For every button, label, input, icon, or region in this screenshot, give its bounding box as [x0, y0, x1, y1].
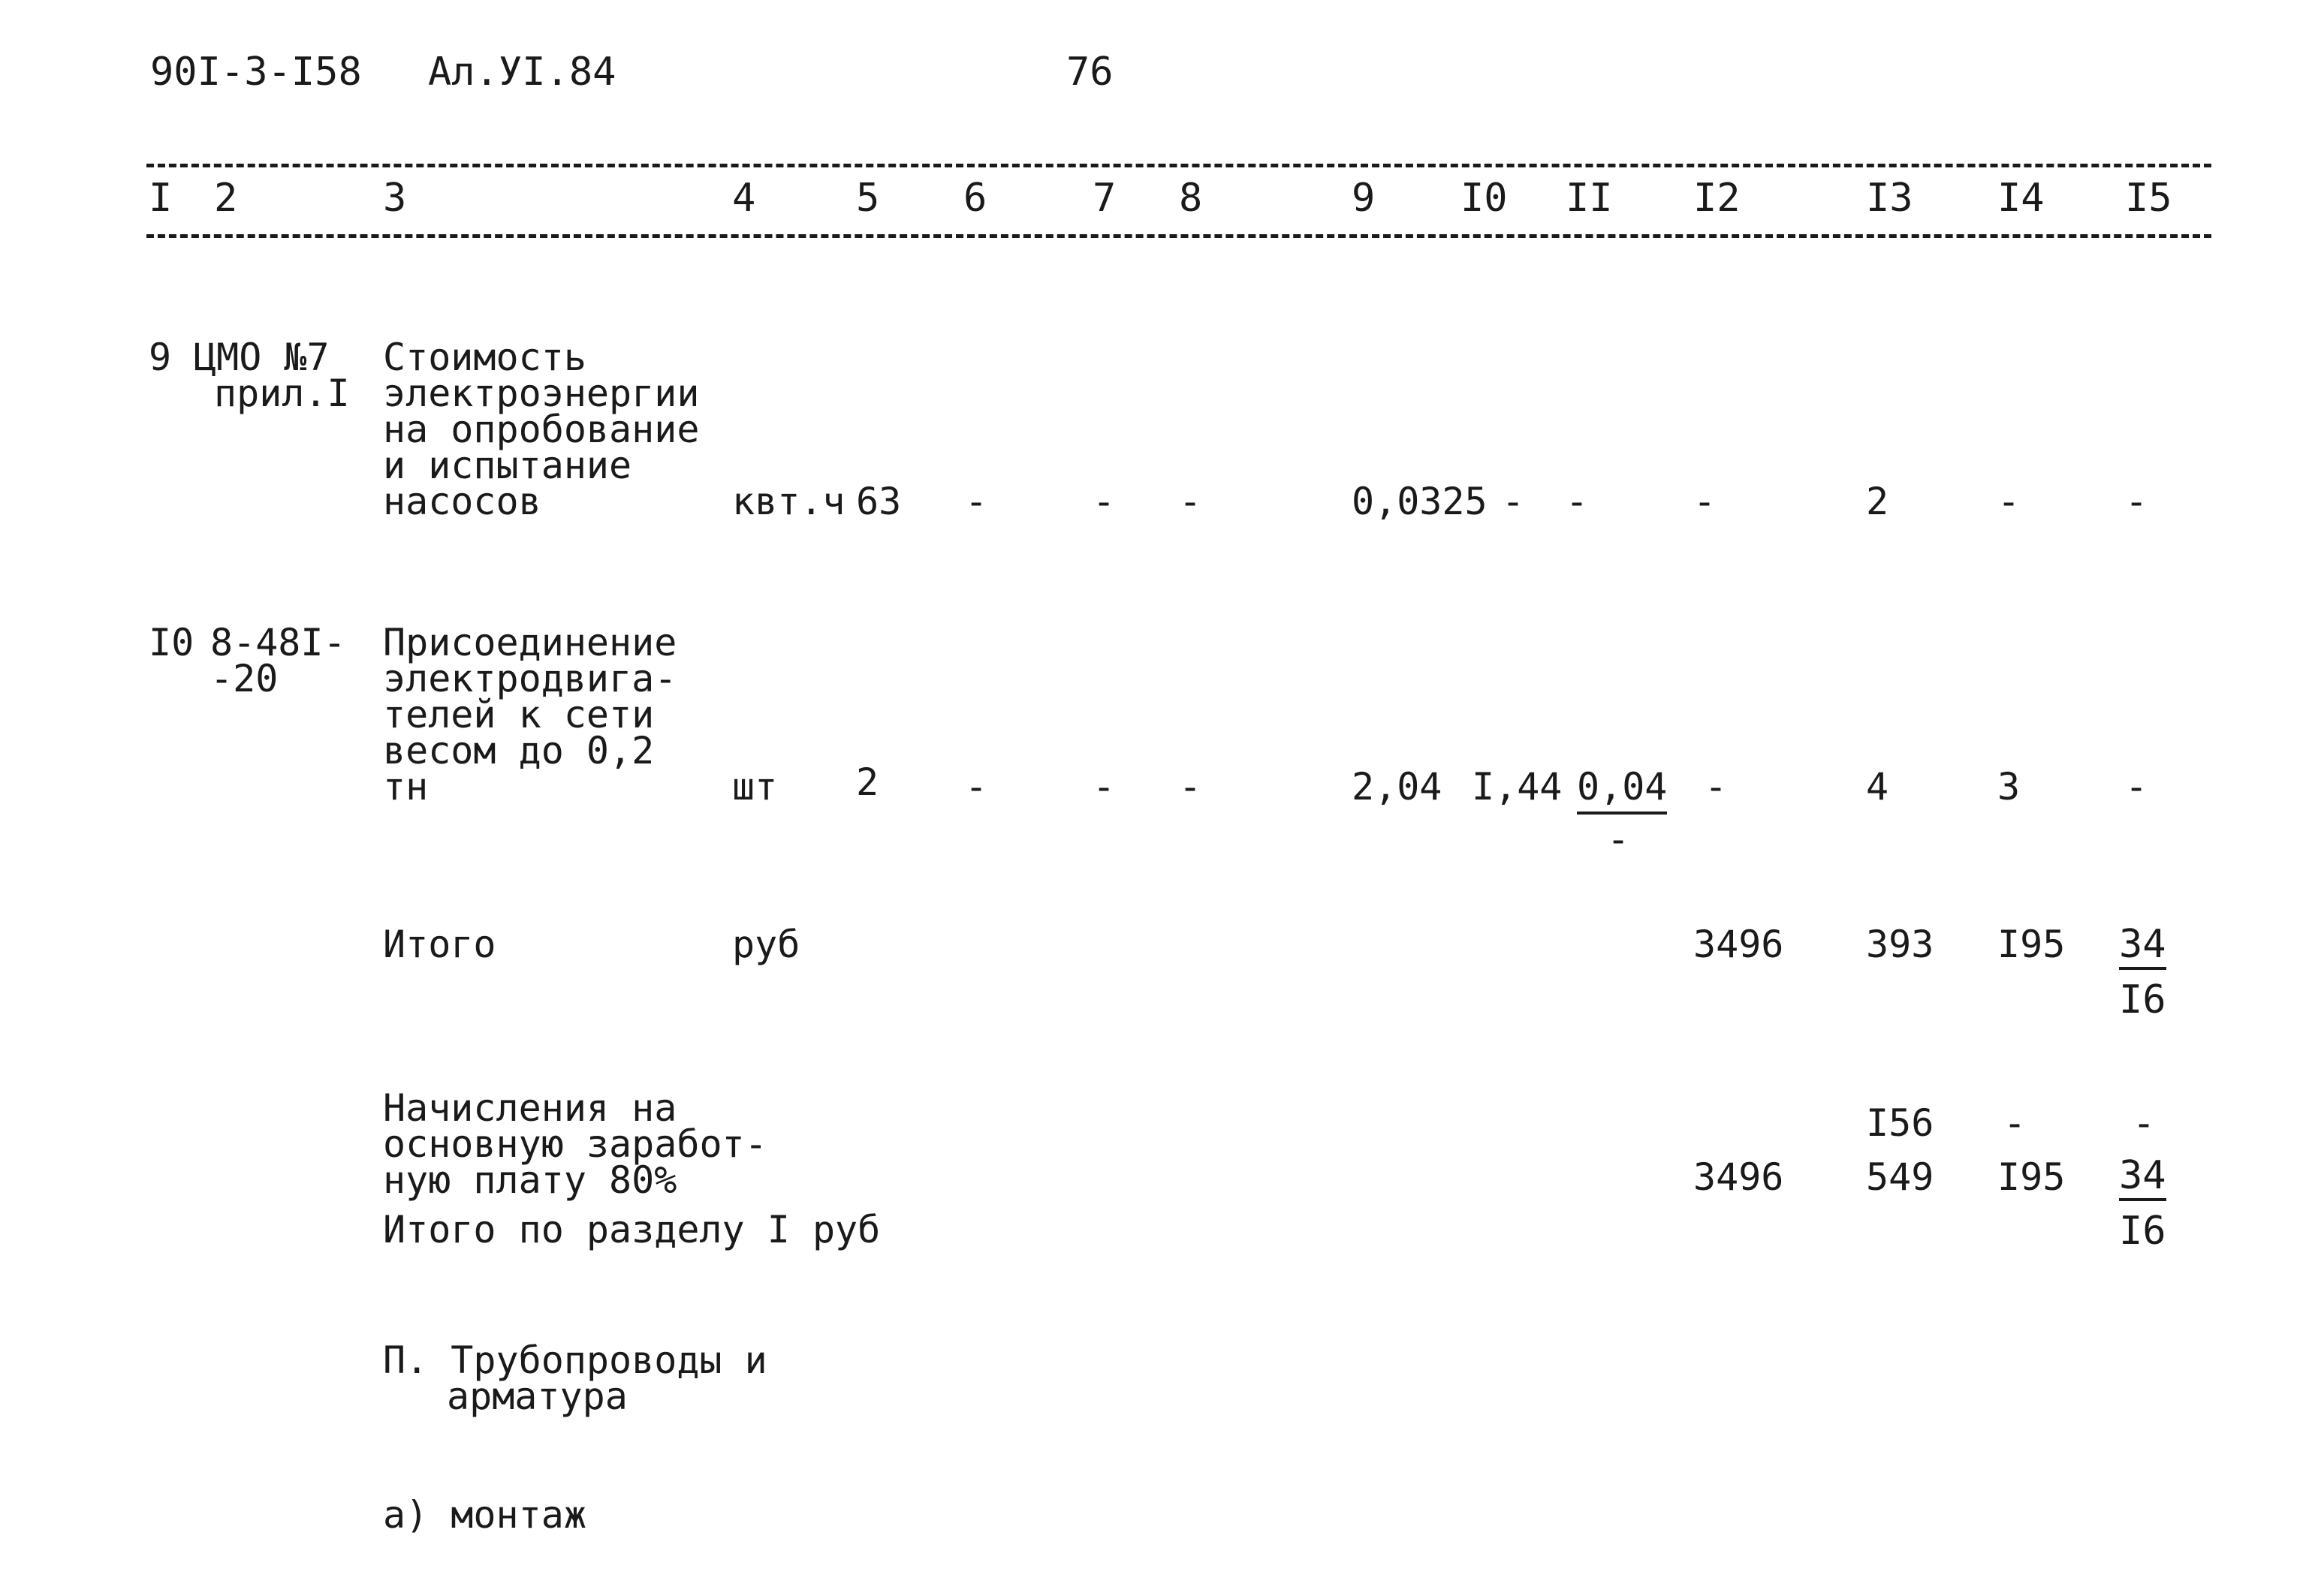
column-header-13: I3 [1866, 176, 1913, 221]
column-header-10: I0 [1460, 176, 1508, 221]
charges-line-part: от- [699, 1122, 767, 1166]
column-header-7: 7 [1093, 176, 1117, 221]
header-bottom-rule [146, 234, 2211, 238]
subsection-heading: а) монтаж [383, 1493, 586, 1537]
row-code-cont: -20 [210, 657, 279, 700]
column-header-1: I [149, 176, 173, 221]
cell-c11: - [1566, 480, 1589, 523]
column-header-2: 2 [214, 176, 238, 221]
page-number: 76 [1066, 50, 1114, 95]
charges-line [383, 1122, 767, 1166]
total-c15-fraction [2119, 922, 2166, 1022]
column-header-3: 3 [383, 176, 407, 221]
column-header-9: 9 [1352, 176, 1376, 221]
row-name-line: весом до 0,2 [383, 729, 655, 772]
charges-c12: 3496 [1693, 1155, 1784, 1199]
row-name-line: насосов [383, 480, 541, 523]
column-header-8: 8 [1179, 176, 1203, 221]
total-unit: руб [732, 923, 800, 966]
row-name-line: тн [383, 765, 429, 809]
cell-c7: - [1093, 765, 1116, 809]
cell-c11-denominator: - [1607, 818, 1630, 861]
cell-c6: - [965, 480, 988, 523]
cell-c10: - [1502, 480, 1525, 523]
cell-c10: I,44 [1472, 765, 1563, 809]
cell-c12: - [1693, 480, 1717, 523]
cell-c14: - [1997, 480, 2021, 523]
header-top-rule [146, 164, 2211, 167]
cell-c8: - [1179, 765, 1202, 809]
row-name-line: электродвига- [383, 657, 677, 700]
charges-c14-top: - [2003, 1101, 2027, 1145]
row-code-cont: прил.I [214, 372, 350, 415]
row-name-line: электроэнергии [383, 372, 700, 415]
row-unit: квт.ч [732, 480, 846, 523]
row-name-line: на опробование [383, 408, 700, 451]
cell-c8: - [1179, 480, 1202, 523]
row-unit: шт [732, 765, 778, 809]
cell-c11 [1577, 765, 1668, 809]
total-c13: 393 [1866, 923, 1934, 966]
fraction-denominator: I6 [2119, 977, 2166, 1022]
charges-line: ную плату 80% [383, 1158, 677, 1202]
row-name-line: и испытание [383, 444, 632, 487]
total-c12: 3496 [1693, 923, 1784, 966]
cell-c9: 0,0325 [1352, 480, 1488, 523]
charges-line-part: основную зараб [383, 1122, 700, 1166]
row-code: ЦМО №7 [194, 336, 330, 379]
total-label: Итого [383, 923, 496, 966]
cell-c11-value: 0,04 [1577, 765, 1667, 815]
column-header-6: 6 [963, 176, 987, 221]
row-name-line: Стоимость [383, 336, 586, 379]
cell-c5: 63 [856, 480, 902, 523]
section-heading-cont: арматура [447, 1375, 628, 1418]
charges-c15-top: - [2133, 1101, 2156, 1145]
row-code: 8-48I- [210, 621, 346, 664]
cell-c15: - [2125, 480, 2148, 523]
row-number: I0 [149, 621, 194, 664]
section-total-label: Итого по разделу I руб [383, 1208, 881, 1251]
column-header-12: I2 [1693, 176, 1741, 221]
album-number: Ал.УI.84 [428, 50, 616, 95]
charges-c14: I95 [1997, 1155, 2066, 1199]
column-header-11: II [1566, 176, 1613, 221]
cell-c6: - [965, 765, 988, 809]
row-number: 9 [149, 336, 172, 379]
charges-c15-fraction [2119, 1153, 2166, 1254]
fraction-denominator: I6 [2119, 1209, 2166, 1254]
fraction-numerator: 34 [2119, 925, 2166, 970]
cell-c12: - [1705, 765, 1728, 809]
column-header-15: I5 [2125, 176, 2172, 221]
charges-c13-top: I56 [1866, 1101, 1934, 1145]
fraction-numerator: 34 [2119, 1156, 2166, 1201]
row-name-line: телей к сети [383, 693, 655, 736]
cell-c7: - [1093, 480, 1116, 523]
column-header-4: 4 [732, 176, 756, 221]
document-code: 90I-3-I58 [150, 50, 362, 95]
cell-c13: 4 [1866, 765, 1889, 809]
total-c14: I95 [1997, 923, 2066, 966]
cell-c13: 2 [1866, 480, 1889, 523]
column-header-14: I4 [1997, 176, 2045, 221]
row-name-line: Присоединение [383, 621, 677, 664]
cell-c5: 2 [856, 760, 879, 804]
charges-line: Начисления на [383, 1086, 677, 1130]
column-header-5: 5 [856, 176, 880, 221]
section-heading: П. Трубопроводы и [383, 1339, 767, 1382]
cell-c9: 2,04 [1352, 765, 1442, 809]
cell-c15: - [2125, 765, 2148, 809]
charges-c13: 549 [1866, 1155, 1934, 1199]
cell-c14: 3 [1997, 765, 2021, 809]
